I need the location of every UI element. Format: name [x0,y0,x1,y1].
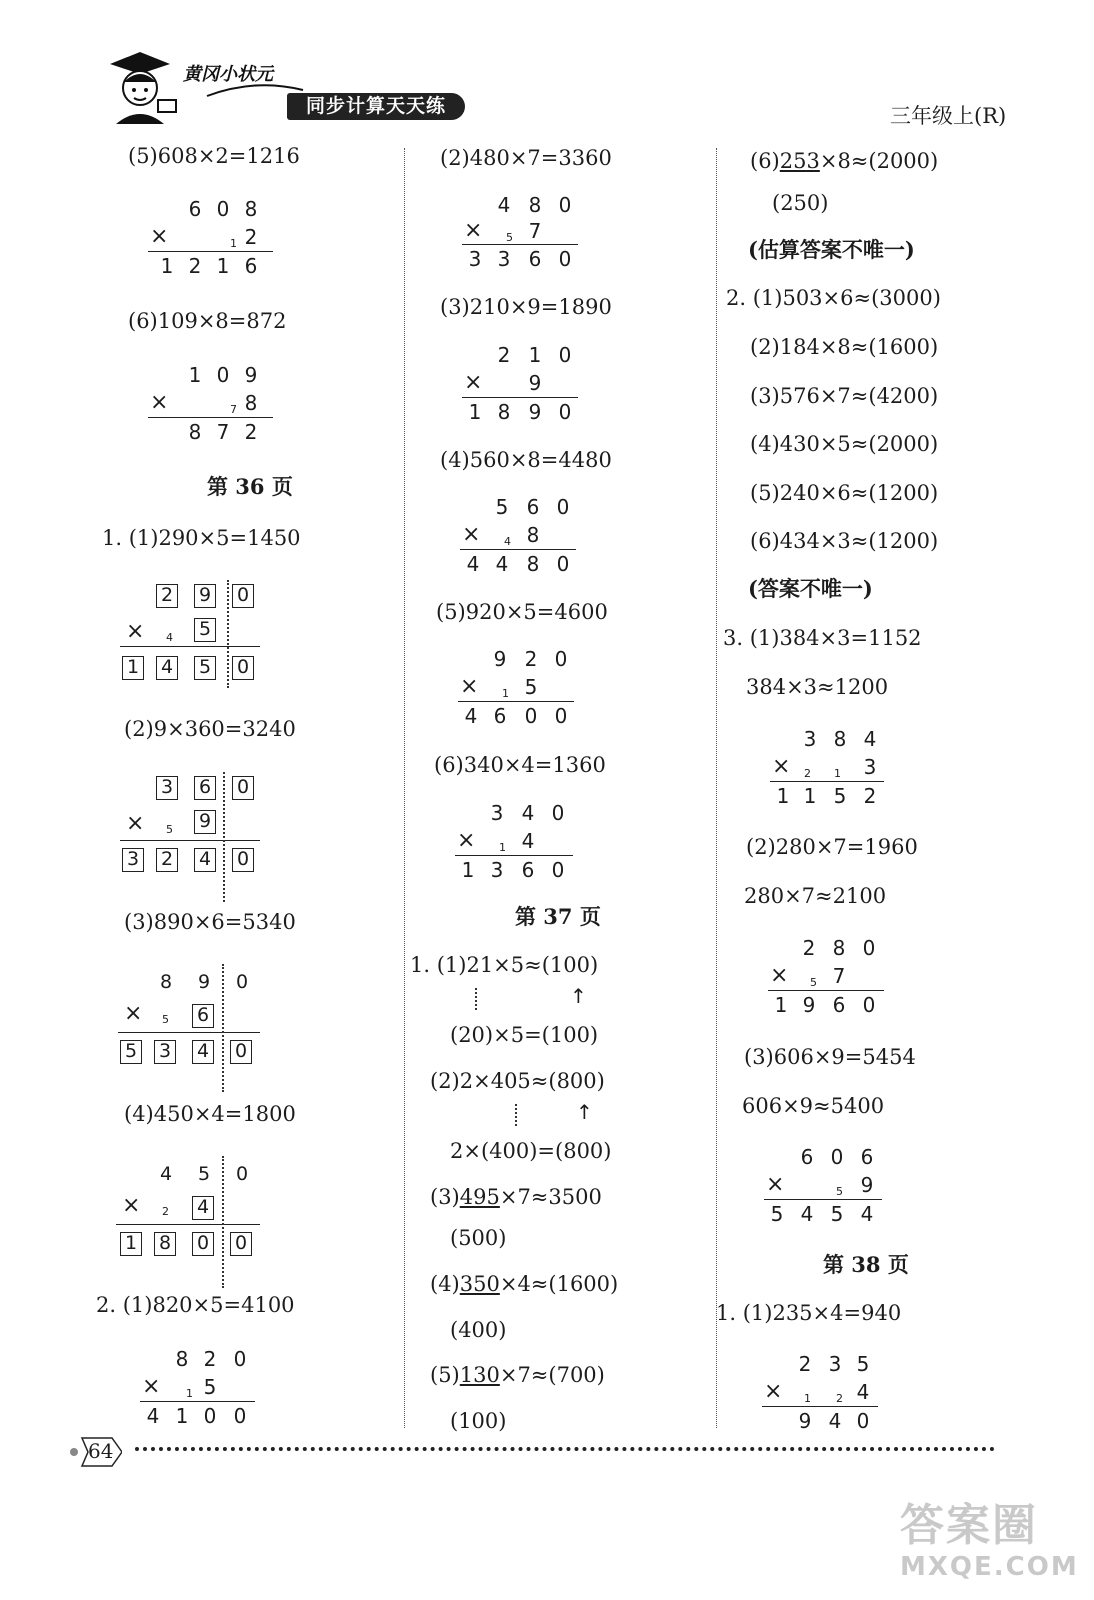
times-sign: × [457,828,476,853]
column-divider-1 [404,148,405,1428]
times-sign: × [464,218,483,243]
problem-text: 2. (1)820×5=4100 [96,1293,295,1317]
arrow-up-icon: ↑ [570,984,587,1008]
problem-text: (500) [450,1226,507,1250]
dotted-connector [475,988,477,1010]
times-sign: × [126,619,145,644]
vertical-calculation: 2 3 5 × 1 2 4 9 4 0 [762,1351,902,1437]
problem-text: 2×(400)=(800) [450,1139,612,1163]
problem-text: (5)920×5=4600 [436,600,608,624]
calc-line [148,251,273,252]
calc-line [458,701,574,702]
problem-text: 1. (1)235×4=940 [716,1301,902,1325]
calc-line [462,244,578,245]
times-sign: × [764,1379,783,1404]
vertical-calculation: 9 2 0 × 1 5 4 6 0 0 [458,646,598,732]
problem-text: (100) [450,1409,507,1433]
vertical-calculation: 3 4 0 × 1 4 1 3 6 0 [455,800,595,886]
times-sign: × [150,390,169,415]
calc-line [768,990,884,991]
problem-text: (5)240×6≈(1200) [750,481,939,505]
times-sign: × [460,674,479,699]
column-divider-2 [716,148,717,1428]
times-sign: × [150,224,169,249]
vertical-calculation: 2 8 0 × 5 7 1 9 6 0 [768,935,908,1021]
problem-text: (6)109×8=872 [128,309,287,333]
times-sign: × [142,1374,161,1399]
vertical-calculation: 5 6 0 × 4 8 4 4 8 0 [460,494,600,580]
vertical-calculation: 4 8 0 × 5 7 3 3 6 0 [462,192,602,278]
note-text: (答案不唯一) [748,576,873,601]
watermark: 答案圈 MXQE.COM [900,1500,1079,1582]
problem-text: (4)350×4≈(1600) [430,1272,619,1296]
grade-label: 三年级上(R) [890,104,1007,128]
times-sign: × [464,370,483,395]
vertical-calculation: 6 0 6 × 5 9 5 4 5 4 [764,1144,904,1230]
problem-text: 280×7≈2100 [744,884,887,908]
problem-text: 1. (1)21×5≈(100) [410,953,599,977]
vertical-calculation: 3 8 4 × 2 1 3 1 1 5 2 [770,726,910,812]
times-sign: × [766,1172,785,1197]
problem-text: (3)495×7≈3500 [430,1185,602,1209]
calc-line [764,1199,882,1200]
problem-text: (3)210×9=1890 [440,295,612,319]
problem-text: (6)253×8≈(2000) [750,149,939,173]
times-sign: × [126,811,145,836]
page-heading: 第 38 页 [823,1252,909,1277]
problem-text: (4)560×8=4480 [440,448,612,472]
problem-text: 384×3≈1200 [746,675,889,699]
problem-text: 2. (1)503×6≈(3000) [726,286,941,310]
vertical-calculation: 8 2 0 × 1 5 4 1 0 0 [140,1346,280,1432]
problem-text: 606×9≈5400 [742,1094,885,1118]
problem-text: (5)608×2=1216 [128,144,300,168]
calc-line [462,397,578,398]
problem-text: (20)×5=(100) [450,1023,599,1047]
dotted-connector [515,1104,517,1126]
problem-text: 1. (1)290×5=1450 [102,526,301,550]
calc-line [140,1401,255,1402]
series-banner: 同步计算天天练 [287,93,465,120]
arrow-up-icon: ↑ [576,1100,593,1124]
calc-line [148,417,273,418]
vertical-calculation: 1 0 9 × 7 8 8 7 2 [148,362,288,448]
problem-text: (3)576×7≈(4200) [750,384,939,408]
boxed-calculation: 3 6 0 × 5 9 3 2 4 0 [120,772,270,882]
note-text: (估算答案不唯一) [748,237,915,262]
calc-line [762,1406,878,1407]
mascot-logo [100,46,180,126]
times-sign: × [122,1193,141,1218]
problem-text: (3)890×6=5340 [124,910,296,934]
problem-text: (2)280×7=1960 [746,835,918,859]
brand-name: 黄冈小状元 [183,64,273,85]
problem-text: (6)434×3≈(1200) [750,529,939,553]
problem-text: (2)480×7=3360 [440,146,612,170]
times-sign: × [462,522,481,547]
boxed-calculation: 2 9 0 × 4 5 1 4 5 0 [120,580,270,690]
problem-text: (4)450×4=1800 [124,1102,296,1126]
problem-text: (4)430×5≈(2000) [750,432,939,456]
boxed-calculation: 4 5 0 × 2 4 1 8 0 0 [116,1156,266,1266]
problem-text: 3. (1)384×3=1152 [723,626,922,650]
problem-text: (400) [450,1318,507,1342]
calc-line [455,855,573,856]
problem-text: (2)184×8≈(1600) [750,335,939,359]
problem-text: (3)606×9=5454 [744,1045,916,1069]
problem-text: (6)340×4=1360 [434,753,606,777]
calc-line [460,549,576,550]
problem-text: (5)130×7≈(700) [430,1363,605,1387]
times-sign: × [770,963,789,988]
problem-text: (250) [772,191,829,215]
vertical-calculation: 6 0 8 × 1 2 1 2 1 6 [148,196,288,282]
times-sign: × [124,1001,143,1026]
page-heading: 第 36 页 [207,474,293,499]
problem-text: (2)2×405≈(800) [430,1069,605,1093]
page-number: 64 [88,1439,114,1463]
footer-dotted-line [135,1447,995,1451]
vertical-calculation: 2 1 0 × 9 1 8 9 0 [462,342,602,428]
page-number-badge [66,1434,122,1470]
times-sign: × [772,754,791,779]
page-heading: 第 37 页 [515,904,601,929]
problem-text: (2)9×360=3240 [124,717,296,741]
boxed-calculation: 8 9 0 × 5 6 5 3 4 0 [118,964,268,1074]
calc-line [770,781,884,782]
